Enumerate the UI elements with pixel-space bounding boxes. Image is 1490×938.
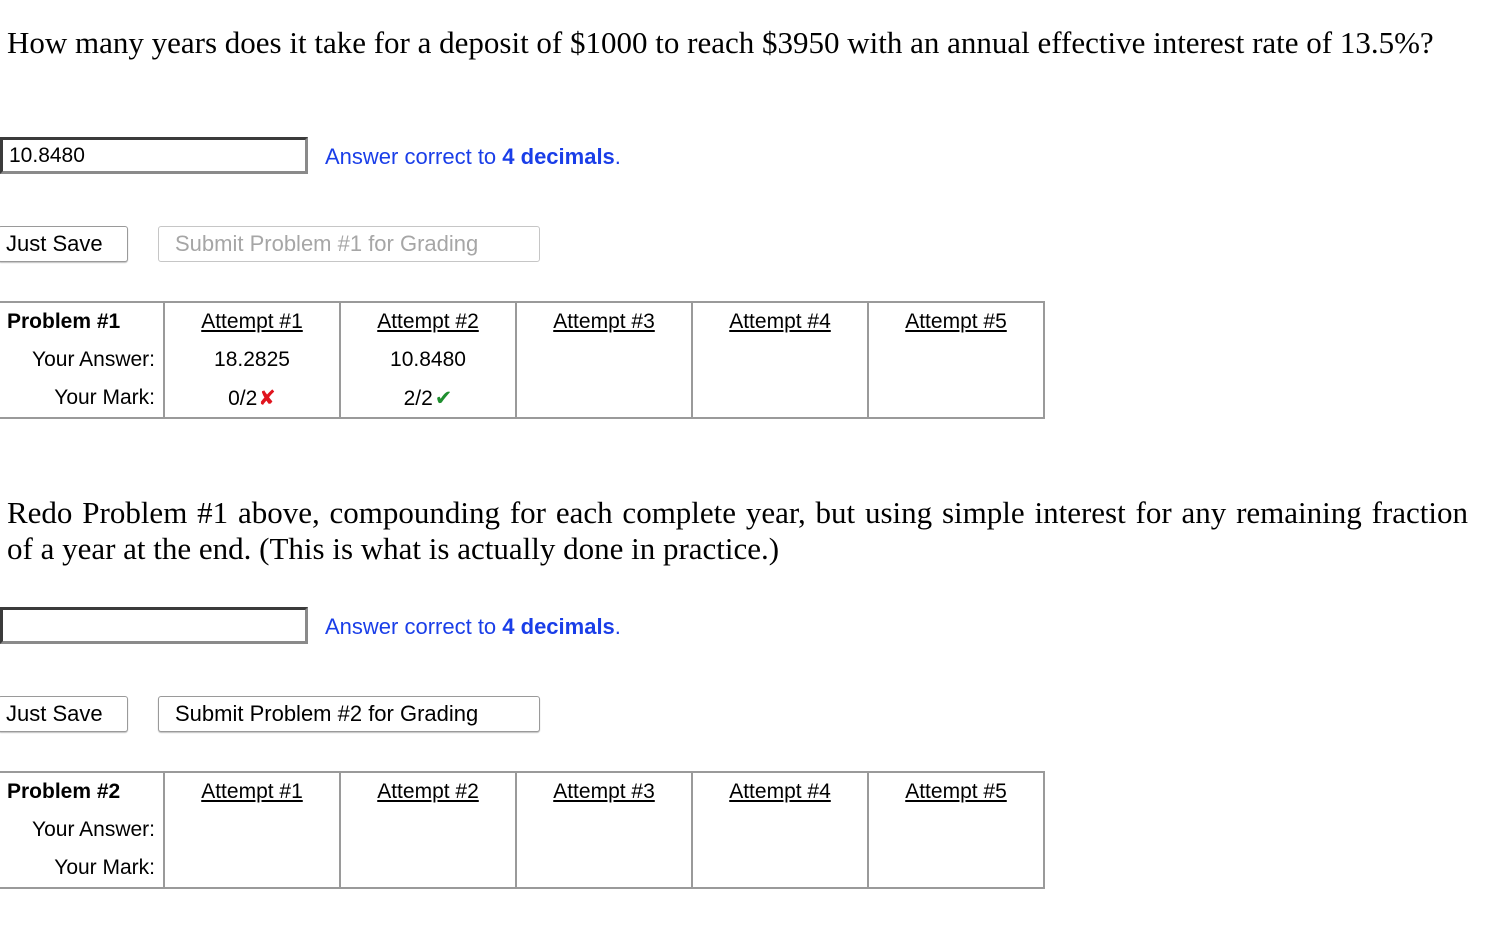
attempt-1-link[interactable]: Attempt #1	[201, 780, 303, 803]
attempt-5-answer	[868, 811, 1044, 849]
attempt-1-link[interactable]: Attempt #1	[201, 310, 303, 333]
attempt-5-answer	[868, 341, 1044, 379]
problem-1-table-header: Problem #1	[0, 302, 164, 341]
your-answer-label: Your Answer:	[32, 348, 155, 371]
mark-value: 0/2	[228, 386, 258, 410]
attempt-4-mark	[692, 379, 868, 418]
hint-prefix: Answer correct to	[325, 614, 503, 639]
attempt-1-answer: 18.2825	[164, 341, 340, 379]
attempt-5-link[interactable]: Attempt #5	[905, 310, 1007, 333]
hint-suffix: .	[614, 144, 621, 169]
attempt-3-header	[516, 302, 692, 341]
attempt-5-header	[868, 302, 1044, 341]
your-mark-label: Your Mark:	[0, 849, 164, 888]
attempt-3-mark	[516, 379, 692, 418]
attempt-4-answer	[692, 341, 868, 379]
problem-1-answer-input[interactable]	[0, 137, 308, 174]
table-row-marks	[0, 849, 1044, 888]
your-mark-label: Your Mark:	[0, 379, 164, 418]
hint-prefix: Answer correct to	[325, 144, 503, 169]
your-answer-label: Your Answer:	[32, 818, 155, 841]
problem-2-table-header: Problem #2	[0, 772, 164, 811]
problem-1-question: How many years does it take for a deposit of $1000 to reach $3950 with an annual effective interest rate of 13.5%?	[7, 25, 1434, 60]
attempt-4-link[interactable]: Attempt #4	[729, 780, 831, 803]
attempt-2-answer	[340, 811, 516, 849]
attempt-5-link[interactable]: Attempt #5	[905, 780, 1007, 803]
attempt-1-mark	[164, 379, 340, 418]
problem-2-question: Redo Problem #1 above, compounding for each complete year, but using simple interest for any remaining fraction of a year at the end. (This is what is actually done in practice.)	[7, 495, 1468, 566]
attempt-3-header	[516, 772, 692, 811]
mark-value: 2/2	[403, 386, 433, 410]
table-row-answers	[0, 811, 1044, 849]
attempt-3-link[interactable]: Attempt #3	[553, 310, 655, 333]
hint-decimals: 4 decimals	[502, 614, 615, 639]
attempt-3-answer	[516, 341, 692, 379]
incorrect-x-icon: ✘	[258, 386, 276, 410]
problem-2-answer-input[interactable]	[0, 607, 308, 644]
problem-1-submit-button[interactable]: Submit Problem #1 for Grading	[158, 226, 540, 262]
table-row-header	[0, 302, 1044, 341]
table-row-header	[0, 772, 1044, 811]
attempt-1-mark	[164, 849, 340, 888]
attempt-5-mark	[868, 849, 1044, 888]
attempt-3-answer	[516, 811, 692, 849]
attempt-2-answer: 10.8480	[340, 341, 516, 379]
problem-2-submit-button[interactable]: Submit Problem #2 for Grading	[158, 696, 540, 732]
attempt-3-link[interactable]: Attempt #3	[553, 780, 655, 803]
problem-1-precision-hint	[325, 144, 621, 170]
attempt-2-link[interactable]: Attempt #2	[377, 310, 479, 333]
attempt-2-mark	[340, 379, 516, 418]
attempt-4-header	[692, 772, 868, 811]
attempt-3-mark	[516, 849, 692, 888]
problem-1-just-save-button[interactable]: Just Save	[0, 226, 128, 262]
attempt-5-header	[868, 772, 1044, 811]
attempt-2-header	[340, 302, 516, 341]
problem-2-precision-hint	[325, 614, 621, 640]
attempt-1-answer	[164, 811, 340, 849]
attempt-5-mark	[868, 379, 1044, 418]
attempt-4-header	[692, 302, 868, 341]
attempt-2-mark	[340, 849, 516, 888]
attempt-4-answer	[692, 811, 868, 849]
problem-1-attempts-table	[0, 301, 1045, 419]
table-row-marks	[0, 379, 1044, 418]
attempt-2-header	[340, 772, 516, 811]
attempt-4-mark	[692, 849, 868, 888]
table-row-answers	[0, 341, 1044, 379]
problem-2-attempts-table	[0, 771, 1045, 889]
attempt-2-link[interactable]: Attempt #2	[377, 780, 479, 803]
correct-checkmark-icon: ✔	[434, 386, 453, 410]
hint-decimals: 4 decimals	[502, 144, 615, 169]
hint-suffix: .	[614, 614, 621, 639]
attempt-1-header	[164, 772, 340, 811]
problem-2-just-save-button[interactable]: Just Save	[0, 696, 128, 732]
attempt-1-header	[164, 302, 340, 341]
attempt-4-link[interactable]: Attempt #4	[729, 310, 831, 333]
